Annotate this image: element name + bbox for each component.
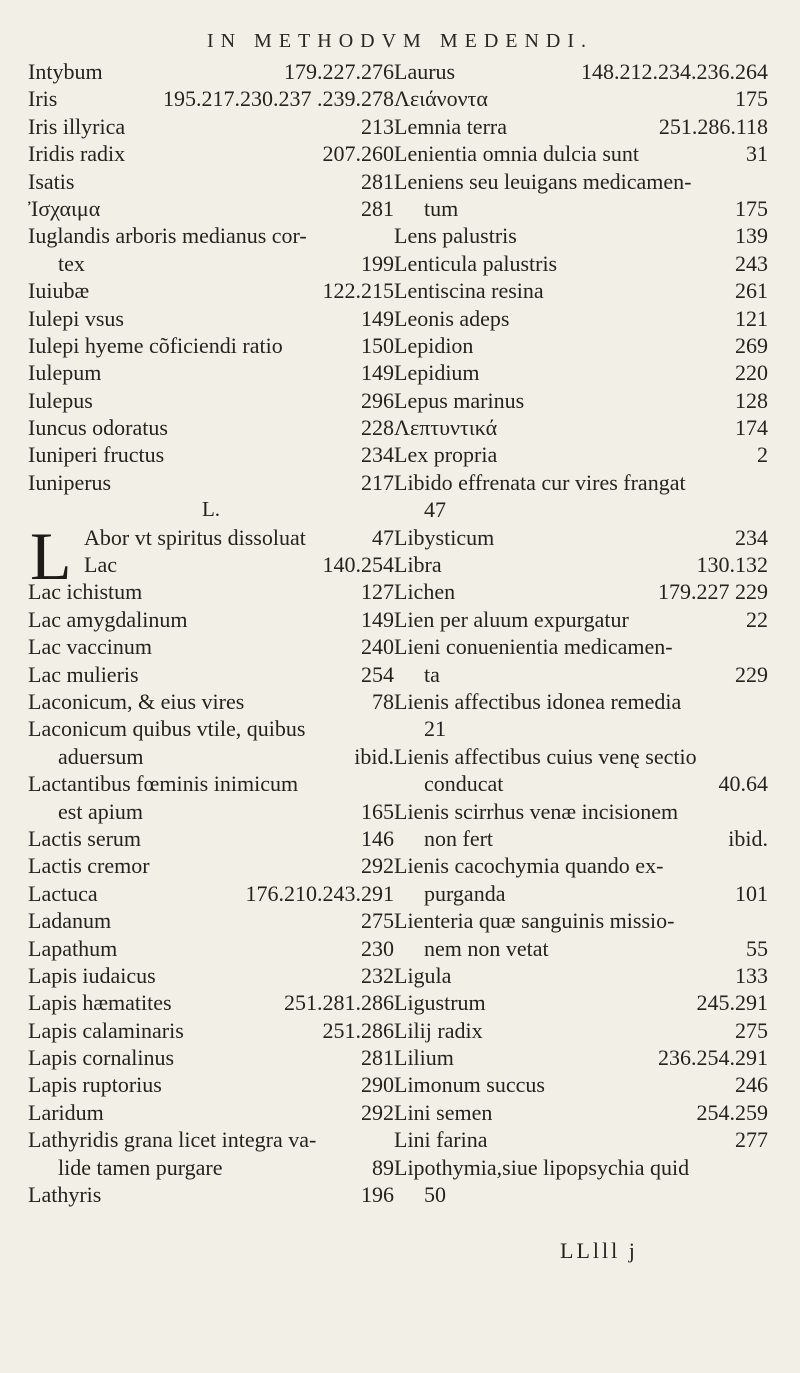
index-term: aduersum: [58, 743, 144, 769]
index-term: Lini semen: [394, 1099, 493, 1125]
page-references: 174: [735, 415, 768, 441]
index-entry: [394, 1071, 768, 1098]
index-entry: [28, 1099, 394, 1126]
index-term: Limonum succus: [394, 1072, 545, 1098]
index-entry: [28, 633, 394, 660]
index-entry: [28, 277, 394, 304]
page-references: 78: [372, 688, 394, 714]
index-term: Iuglandis arboris medianus cor-: [28, 223, 307, 249]
drop-cap-initial: L: [30, 518, 72, 594]
page-references: 243: [735, 250, 768, 276]
page-references: 55: [746, 935, 768, 961]
page-references: 292: [361, 853, 394, 879]
index-entry: [394, 1181, 768, 1208]
index-term: Iulepus: [28, 387, 93, 413]
index-term: Laconicum quibus vtile, quibus: [28, 716, 306, 742]
index-entry: [28, 414, 394, 441]
page-references: 89: [372, 1154, 394, 1180]
page-references: 195.217.230.237 .239.278: [163, 86, 394, 112]
page-references: 175: [735, 86, 768, 112]
index-entry: [394, 551, 768, 578]
index-entry: [394, 1154, 768, 1181]
index-entry: [394, 770, 768, 797]
index-entry: [394, 414, 768, 441]
index-entry: [28, 387, 394, 414]
page-references: 122.215: [322, 278, 394, 304]
index-entry: [28, 880, 394, 907]
index-term: Laurus: [394, 59, 456, 84]
index-term: Lienis cacochymia quando ex-: [394, 853, 664, 879]
index-entry: [28, 606, 394, 633]
index-entry: [394, 578, 768, 605]
index-term: Abor vt spiritus dissoluat: [84, 524, 306, 550]
page-references: 232: [361, 962, 394, 988]
index-entry: [394, 798, 768, 825]
index-term: Lienteria quæ sanguinis missio-: [394, 908, 675, 934]
index-term: Intybum: [28, 59, 103, 84]
page-references: 149: [361, 606, 394, 632]
index-entry: [28, 496, 394, 523]
page-references: 281: [361, 1045, 394, 1071]
index-entry: [394, 277, 768, 304]
index-term: Lipothymia,siue lipopsychia quid: [394, 1154, 690, 1180]
index-term: nem non vetat: [424, 935, 549, 961]
index-term: Lilium: [394, 1045, 454, 1071]
page-references: 47: [372, 524, 394, 550]
index-entry: [394, 962, 768, 989]
right-index-column: [394, 58, 768, 1208]
index-entry: [28, 743, 394, 770]
page-references: ibid.: [728, 825, 768, 851]
page-references: 281: [361, 195, 394, 221]
index-entry: [28, 1154, 394, 1181]
index-entry: [394, 222, 768, 249]
page-references: 229: [735, 661, 768, 687]
index-term: Lac: [84, 552, 117, 578]
index-term: Lienis scirrhus venæ incisionem: [394, 798, 679, 824]
index-entry: [394, 524, 768, 551]
index-entry: [28, 359, 394, 386]
index-entry: [28, 551, 394, 578]
index-entry: [394, 332, 768, 359]
index-entry: [28, 688, 394, 715]
index-term: Lex propria: [394, 442, 498, 468]
index-term: Iuncus odoratus: [28, 415, 168, 441]
page-references: 179.227 229: [658, 579, 768, 605]
page-references: 175: [735, 195, 768, 221]
page-references: 146: [361, 825, 394, 851]
index-entry: [394, 935, 768, 962]
page-references: 236.254.291: [658, 1045, 768, 1071]
index-entry: [28, 825, 394, 852]
index-term: 47: [424, 497, 446, 523]
index-entry: [394, 195, 768, 222]
index-term: Iulepi hyeme cõficiendi ratio: [28, 332, 283, 358]
page-references: 234: [361, 442, 394, 468]
index-entry: [28, 798, 394, 825]
index-term: Iulepi vsus: [28, 305, 124, 331]
page-references: 251.281.286: [284, 990, 394, 1016]
index-term: Iulepum: [28, 360, 102, 386]
index-term: Laconicum, & eius vires: [28, 688, 245, 714]
index-entry: [28, 168, 394, 195]
page-references: 251.286: [322, 1017, 394, 1043]
page-references: 139: [735, 223, 768, 249]
index-entry: [28, 1017, 394, 1044]
index-entry: [394, 1126, 768, 1153]
page-references: 179.227.276: [284, 59, 394, 84]
index-term: Lien per aluum expurgatur: [394, 606, 629, 632]
index-term: Lapis hæmatites: [28, 990, 172, 1016]
index-entry: [28, 58, 394, 85]
page-references: 281: [361, 168, 394, 194]
running-head: IN METHODVM MEDENDI.: [206, 30, 594, 52]
index-term: Lac mulieris: [28, 661, 139, 687]
index-term: Ligula: [394, 962, 452, 988]
index-term: Iridis radix: [28, 141, 126, 167]
index-entry: [28, 250, 394, 277]
index-term: Λειάνοντα: [394, 86, 488, 112]
page-references: 230: [361, 935, 394, 961]
page-references: 234: [735, 524, 768, 550]
page-references: 121: [735, 305, 768, 331]
page-references: 251.286.118: [658, 113, 768, 139]
page-references: 207.260: [322, 141, 394, 167]
index-entry: [28, 441, 394, 468]
index-entry: [394, 441, 768, 468]
index-term: Laridum: [28, 1099, 104, 1125]
index-term: Lens palustris: [394, 223, 517, 249]
index-entry: [394, 387, 768, 414]
index-entry: [28, 770, 394, 797]
index-term: Lactis cremor: [28, 853, 150, 879]
index-term: Iris: [28, 86, 58, 112]
page-references: 275: [735, 1017, 768, 1043]
index-entry: [28, 524, 394, 551]
index-term: Lapis cornalinus: [28, 1045, 175, 1071]
index-term: tex: [58, 250, 85, 276]
index-entry: [394, 85, 768, 112]
page-references: 150: [361, 332, 394, 358]
page-references: ibid.: [354, 743, 394, 769]
index-term: Leniens seu leuigans medicamen-: [394, 168, 692, 194]
index-term: Lathyridis grana licet integra va-: [28, 1127, 317, 1153]
index-term: Lepus marinus: [394, 387, 525, 413]
index-term: Lac ichistum: [28, 579, 143, 605]
index-entry: [394, 469, 768, 496]
page-references: 254: [361, 661, 394, 687]
page-references: 217: [361, 469, 394, 495]
signature-mark: LLlll j: [560, 1238, 638, 1263]
index-term: Leonis adeps: [394, 305, 510, 331]
index-entry: [28, 195, 394, 222]
page-references: 149: [361, 360, 394, 386]
index-entry: [28, 140, 394, 167]
index-entry: [28, 1126, 394, 1153]
index-term: Lactis serum: [28, 825, 142, 851]
page-references: 2: [757, 442, 768, 468]
index-entry: [394, 58, 768, 85]
index-term: Ἰσχαιμα: [28, 195, 101, 221]
index-term: Isatis: [28, 168, 75, 194]
page-references: 254.259: [696, 1099, 768, 1125]
page-references: 128: [735, 387, 768, 413]
index-entry: [394, 113, 768, 140]
index-term: L.: [201, 497, 221, 522]
page-references: 31: [746, 141, 768, 167]
index-term: Lienis affectibus idonea remedia: [394, 688, 682, 714]
index-entry: [28, 661, 394, 688]
index-term: Iuiubæ: [28, 278, 90, 304]
index-term: Libra: [394, 552, 442, 578]
index-entry: [28, 715, 394, 742]
index-term: Lini farina: [394, 1127, 488, 1153]
index-entry: [28, 578, 394, 605]
index-entry: [394, 1099, 768, 1126]
index-term: Lapis calaminaris: [28, 1017, 184, 1043]
index-entry: [394, 305, 768, 332]
index-entry: [28, 989, 394, 1016]
index-term: lide tamen purgare: [58, 1154, 223, 1180]
index-entry: [394, 140, 768, 167]
index-entry: [394, 633, 768, 660]
page-references: 127: [361, 579, 394, 605]
page-references: 22: [746, 606, 768, 632]
index-entry: [394, 715, 768, 742]
index-term: Lemnia terra: [394, 113, 507, 139]
page-references: 101: [735, 880, 768, 906]
page-references: 165: [361, 798, 394, 824]
index-entry: [28, 852, 394, 879]
index-term: Libysticum: [394, 524, 495, 550]
index-entry: [394, 825, 768, 852]
index-entry: [394, 496, 768, 523]
index-entry: [28, 1071, 394, 1098]
index-entry: [28, 469, 394, 496]
index-entry: [394, 168, 768, 195]
index-entry: [28, 907, 394, 934]
page-references: 246: [735, 1072, 768, 1098]
index-term: Lac vaccinum: [28, 634, 152, 660]
index-entry: [28, 332, 394, 359]
index-entry: [394, 989, 768, 1016]
index-entry: [394, 359, 768, 386]
page-references: 261: [735, 278, 768, 304]
index-term: Lactuca: [28, 880, 98, 906]
page-references: 292: [361, 1099, 394, 1125]
index-entry: [28, 1181, 394, 1208]
index-entry: [394, 606, 768, 633]
index-entry: [28, 113, 394, 140]
left-index-column: [28, 58, 394, 1208]
page-references: 240: [361, 634, 394, 660]
page-references: 228: [361, 415, 394, 441]
page-references: 296: [361, 387, 394, 413]
page-references: 220: [735, 360, 768, 386]
page-references: 40.64: [718, 771, 768, 797]
index-term: Lilij radix: [394, 1017, 483, 1043]
index-entry: [28, 85, 394, 112]
index-term: Iuniperus: [28, 469, 112, 495]
index-term: Lepidium: [394, 360, 480, 386]
page-references: 196: [361, 1182, 394, 1208]
index-term: ta: [424, 661, 440, 687]
index-term: Ladanum: [28, 908, 112, 934]
page-references: 275: [361, 908, 394, 934]
index-term: est apium: [58, 798, 143, 824]
index-term: Lathyris: [28, 1182, 102, 1208]
index-entry: [394, 688, 768, 715]
index-term: Libido effrenata cur vires frangat: [394, 469, 686, 495]
index-term: Lieni conuenientia medicamen-: [394, 634, 673, 660]
index-entry: [394, 907, 768, 934]
index-entry: [394, 743, 768, 770]
index-term: Lenientia omnia dulcia sunt: [394, 141, 639, 167]
index-term: Lentiscina resina: [394, 278, 544, 304]
page-references: 130.132: [696, 552, 768, 578]
page-references: 149: [361, 305, 394, 331]
page-references: 269: [735, 332, 768, 358]
index-term: Iris illyrica: [28, 113, 126, 139]
index-term: Lac amygdalinum: [28, 606, 188, 632]
index-entry: [28, 1044, 394, 1071]
page-references: 213: [361, 113, 394, 139]
index-term: Iuniperi fructus: [28, 442, 165, 468]
index-term: non fert: [424, 825, 494, 851]
page-references: 133: [735, 962, 768, 988]
page-references: 140.254: [322, 552, 394, 578]
index-entry: [28, 222, 394, 249]
index-entry: [28, 962, 394, 989]
index-term: Lactantibus fœminis inimicum: [28, 771, 299, 797]
index-term: Lienis affectibus cuius venę sectio: [394, 743, 697, 769]
index-term: Lenticula palustris: [394, 250, 558, 276]
index-term: tum: [424, 195, 459, 221]
index-entry: [28, 935, 394, 962]
index-entry: [394, 1044, 768, 1071]
index-entry: [394, 852, 768, 879]
index-entry: [394, 1017, 768, 1044]
index-entry: [28, 305, 394, 332]
page-references: 277: [735, 1127, 768, 1153]
index-term: purganda: [424, 880, 506, 906]
index-term: Lichen: [394, 579, 456, 605]
index-term: Lapis ruptorius: [28, 1072, 162, 1098]
index-entry: [394, 661, 768, 688]
page-references: 245.291: [696, 990, 768, 1016]
index-term: Lapathum: [28, 935, 118, 961]
page-references: 176.210.243.291: [245, 880, 394, 906]
index-term: Lepidion: [394, 332, 474, 358]
page-references: 148.212.234.236.264: [581, 59, 768, 84]
index-term: conducat: [424, 771, 504, 797]
index-term: 21: [424, 716, 446, 742]
page-references: 199: [361, 250, 394, 276]
index-entry: [394, 880, 768, 907]
page-references: 290: [361, 1072, 394, 1098]
index-term: Λεπτυντικά: [394, 415, 498, 441]
index-term: Lapis iudaicus: [28, 962, 156, 988]
index-term: 50: [424, 1182, 446, 1208]
index-term: Ligustrum: [394, 990, 486, 1016]
index-entry: [394, 250, 768, 277]
